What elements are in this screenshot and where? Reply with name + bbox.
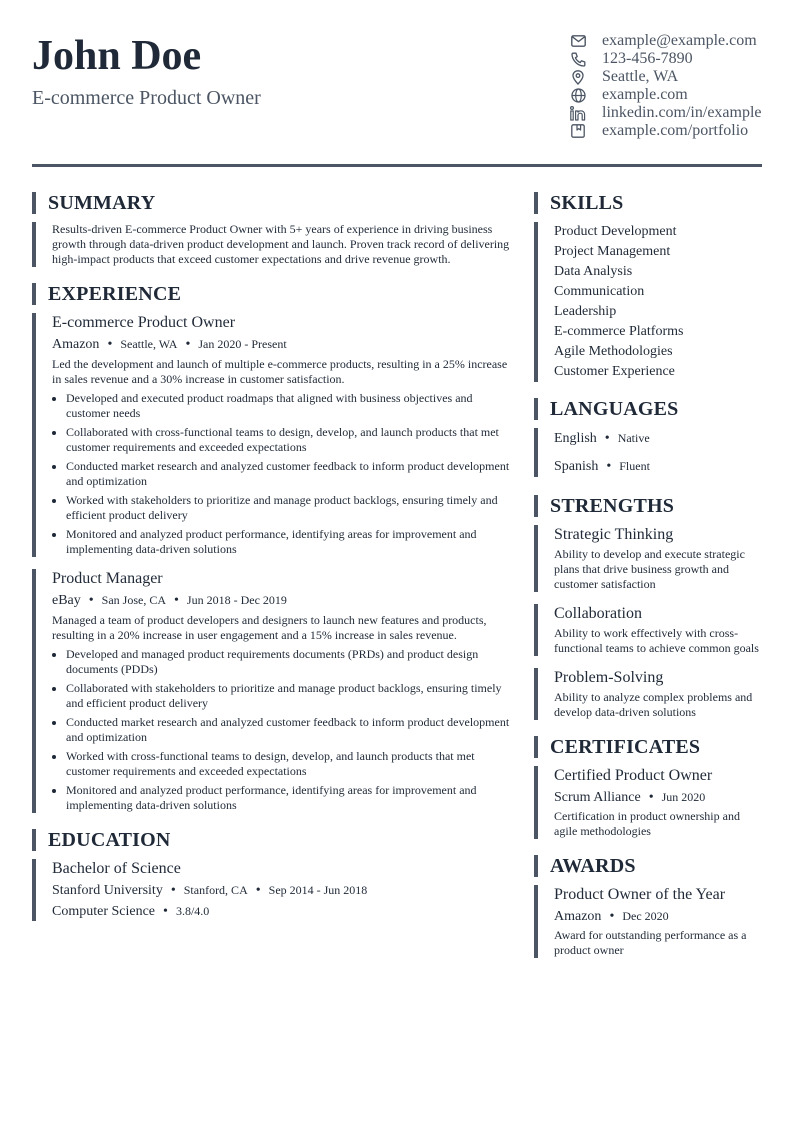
contact-website-text[interactable]: example.com xyxy=(602,86,688,103)
separator-dot: • xyxy=(648,790,654,805)
education-degree: Bachelor of Science xyxy=(52,860,181,877)
certificate-issuer: Scrum Alliance xyxy=(554,790,641,805)
experience-item xyxy=(32,569,510,813)
education-meta xyxy=(52,881,510,900)
separator-dot: • xyxy=(163,904,168,919)
education-dates: Sep 2014 - Jun 2018 xyxy=(268,883,368,897)
experience-meta xyxy=(52,335,510,354)
resume-name: John Doe xyxy=(32,33,202,79)
summary-heading: SUMMARY xyxy=(32,192,510,214)
separator-dot: • xyxy=(170,883,176,898)
left-column xyxy=(32,192,510,921)
location-pin-icon xyxy=(570,69,586,85)
skill-item: Project Management xyxy=(554,244,671,259)
experience-bullet: • Conducted market research and analyzed customer feedback to inform product development and optimization xyxy=(66,715,510,745)
strength-description: Ability to analyze complex problems and develop data-driven solutions xyxy=(554,690,753,719)
separator-dot: • xyxy=(107,337,113,352)
linkedin-icon xyxy=(570,105,586,121)
award-date: Dec 2020 xyxy=(622,909,669,923)
separator-dot: • xyxy=(185,337,191,352)
phone-icon xyxy=(570,51,586,67)
experience-heading: EXPERIENCE xyxy=(32,283,510,305)
strength-description: Ability to work effectively with cross-functional teams to achieve common goals xyxy=(554,626,759,655)
skill-item: Customer Experience xyxy=(554,364,675,379)
experience-bullet: • Worked with stakeholders to prioritize and manage product backlogs, ensuring timely and efficient product delivery xyxy=(66,493,510,523)
strength-item xyxy=(534,604,762,656)
experience-bullet: • Developed and managed product requirements documents (PRDs) and product design documents (PDDs) xyxy=(66,647,510,677)
separator-dot: • xyxy=(604,431,610,446)
certificate-title: Certified Product Owner xyxy=(554,767,713,784)
contact-email-text[interactable]: example@example.com xyxy=(602,32,757,49)
language-item xyxy=(554,428,762,449)
skills-heading: SKILLS xyxy=(534,192,762,214)
experience-company: Amazon xyxy=(52,337,100,352)
experience-meta xyxy=(52,591,510,610)
award-meta xyxy=(554,907,762,926)
contact-linkedin[interactable] xyxy=(570,104,780,122)
experience-bullet: • Monitored and analyzed product performance, identifying areas for improvement and implementing data-driven solutions xyxy=(66,527,510,557)
experience-bullet: • Worked with cross-functional teams to design, develop, and launch products that met customer requirements and exceeded expectations xyxy=(66,749,510,779)
certificates-heading: CERTIFICATES xyxy=(534,736,762,758)
skill-item: Leadership xyxy=(554,304,617,319)
strength-title: Strategic Thinking xyxy=(554,526,674,543)
globe-icon xyxy=(570,87,586,103)
separator-dot: • xyxy=(255,883,261,898)
award-description: Award for outstanding performance as a product owner xyxy=(554,928,747,957)
experience-bullet: • Monitored and analyzed product performance, identifying areas for improvement and implementing data-driven solutions xyxy=(66,783,510,813)
strength-title: Problem-Solving xyxy=(554,669,664,686)
experience-location: San Jose, CA xyxy=(101,593,167,607)
experience-bullet-list xyxy=(52,647,510,813)
resume-job-title: E-commerce Product Owner xyxy=(32,87,261,109)
contact-location xyxy=(570,68,780,86)
contact-email[interactable] xyxy=(570,32,780,50)
experience-summary: Led the development and launch of multiple e-commerce products, resulting in a 25% increase in sales revenue and a 30% increase in customer satisfaction. xyxy=(52,357,508,386)
mail-icon xyxy=(570,33,586,49)
strength-description: Ability to develop and execute strategic plans that drive business growth and customer satisfaction xyxy=(554,547,745,591)
experience-bullet-list xyxy=(52,391,510,557)
skill-item: E-commerce Platforms xyxy=(554,324,684,339)
header-divider xyxy=(32,164,762,167)
education-school: Stanford University xyxy=(52,883,163,898)
contact-linkedin-text[interactable]: linkedin.com/in/example xyxy=(602,104,762,121)
strength-item xyxy=(534,668,762,720)
language-level: Fluent xyxy=(619,459,650,473)
languages-list xyxy=(534,428,762,477)
education-gpa: 3.8/4.0 xyxy=(175,904,210,918)
award-title: Product Owner of the Year xyxy=(554,886,726,903)
strengths-heading: STRENGTHS xyxy=(534,495,762,517)
contact-portfolio-text[interactable]: example.com/portfolio xyxy=(602,122,749,139)
experience-summary: Managed a team of product developers and designers to launch new features and products, resulting in a 20% increase in user engagement and a 15% increase in sales revenue. xyxy=(52,613,487,642)
education-location: Stanford, CA xyxy=(183,883,248,897)
skill-item: Product Development xyxy=(554,224,677,239)
separator-dot: • xyxy=(88,593,94,608)
experience-job-title: E-commerce Product Owner xyxy=(52,314,236,331)
experience-location: Seattle, WA xyxy=(120,337,178,351)
skill-item: Data Analysis xyxy=(554,264,633,279)
experience-bullet: • Developed and executed product roadmaps that aligned with business objectives and customer needs xyxy=(66,391,510,421)
strength-title: Collaboration xyxy=(554,605,642,622)
certificate-description: Certification in product ownership and agile methodologies xyxy=(554,809,740,838)
certificate-item xyxy=(534,766,762,839)
language-level: Native xyxy=(617,431,650,445)
summary-section xyxy=(32,222,510,267)
separator-dot: • xyxy=(174,593,179,608)
contact-website[interactable] xyxy=(570,86,780,104)
skills-list xyxy=(534,222,762,382)
experience-job-title: Product Manager xyxy=(52,570,163,587)
contact-phone[interactable] xyxy=(570,50,780,68)
experience-bullet: • Collaborated with stakeholders to prioritize and manage product backlogs, ensuring timely and efficient product delivery xyxy=(66,681,510,711)
education-major: Computer Science xyxy=(52,904,156,919)
experience-bullet: • Conducted market research and analyzed customer feedback to inform product development and optimization xyxy=(66,459,510,489)
experience-item xyxy=(32,313,510,557)
experience-dates: Jan 2020 - Present xyxy=(198,337,287,351)
experience-dates: Jun 2018 - Dec 2019 xyxy=(186,593,287,607)
languages-heading: LANGUAGES xyxy=(534,398,762,420)
education-heading: EDUCATION xyxy=(32,829,510,851)
contact-phone-text[interactable]: 123-456-7890 xyxy=(602,50,693,67)
skill-item: Agile Methodologies xyxy=(554,344,673,359)
summary-text: Results-driven E-commerce Product Owner with 5+ years of experience in driving business growth through data-driven product development and launch. Proven track record of delivering high-impact products that exceed customer expectations and drive revenue growth. xyxy=(52,222,510,266)
separator-dot: • xyxy=(606,459,612,474)
skill-item: Communication xyxy=(554,284,645,299)
education-major-line xyxy=(52,902,510,921)
language-name: Spanish xyxy=(554,459,599,474)
separator-dot: • xyxy=(609,909,615,924)
experience-company: eBay xyxy=(52,593,81,608)
strength-item xyxy=(534,525,762,592)
awards-heading: AWARDS xyxy=(534,855,762,877)
language-item xyxy=(554,456,762,477)
contact-location-text: Seattle, WA xyxy=(602,68,679,85)
certificate-meta xyxy=(554,788,762,807)
right-column xyxy=(534,192,762,958)
award-item xyxy=(534,885,762,958)
language-name: English xyxy=(554,431,597,446)
experience-bullet: • Collaborated with cross-functional teams to design, develop, and launch products that met customer requirements and exceeded expectations xyxy=(66,425,510,455)
portfolio-bookmark-icon xyxy=(570,123,586,139)
contact-portfolio[interactable] xyxy=(570,122,780,140)
certificate-date: Jun 2020 xyxy=(661,790,706,804)
contact-list xyxy=(570,32,780,140)
award-issuer: Amazon xyxy=(554,909,602,924)
education-item xyxy=(32,859,510,921)
